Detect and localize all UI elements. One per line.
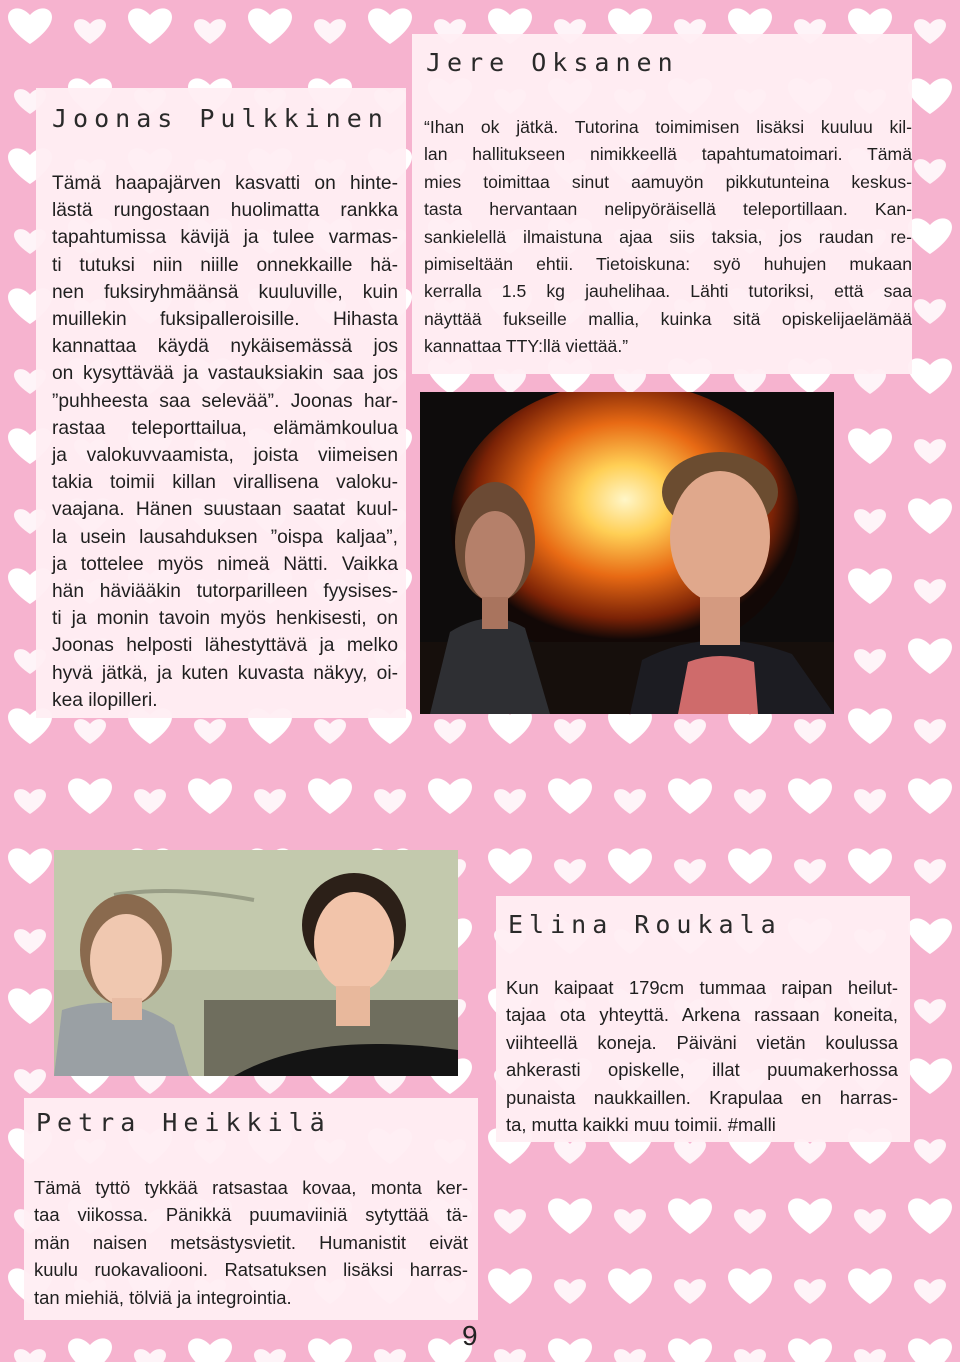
petra-line: taa viikossa. Pänikkä puumaviiniä sytyttää tä- bbox=[34, 1204, 468, 1226]
elina-line: punaista naukkaillen. Krapulaa en harras- bbox=[506, 1086, 898, 1108]
petra-elina-photo bbox=[54, 850, 458, 1076]
joonas-jere-photo bbox=[420, 392, 834, 714]
elina-line: ta, mutta kaikki muu toimii. #malli bbox=[506, 1114, 776, 1136]
joonas-line: la usein lausahduksen ”oispa kaljaa”, bbox=[52, 526, 398, 548]
elina-line: viihteellä koneja. Päiväni vietän koulussa bbox=[506, 1031, 898, 1053]
joonas-line: ja tottelee myös nimeä Nätti. Vaikka bbox=[52, 553, 398, 575]
joonas-name-heading: Joonas Pulkkinen bbox=[52, 104, 389, 133]
joonas-line: kea ilopilleri. bbox=[52, 689, 158, 711]
jere-line: “Ihan ok jätkä. Tutorina toimimisen lisäksi kuuluu kil- bbox=[424, 117, 912, 137]
joonas-line: hyvä jätkä, ja kuten kuvasta näkyy, oi- bbox=[52, 662, 398, 684]
joonas-description bbox=[52, 170, 398, 714]
elina-description bbox=[506, 974, 898, 1138]
joonas-line: hän häviääkin tutorparilleen fyysises- bbox=[52, 581, 398, 603]
joonas-line: rastaa teleporttailua, elämämkoulua bbox=[52, 417, 398, 439]
elina-line: Kun kaipaat 179cm tummaa raipan heilut- bbox=[506, 977, 898, 998]
petra-line: Tämä tyttö tykkää ratsastaa kovaa, monta ker- bbox=[34, 1177, 468, 1198]
joonas-line: Joonas helposti lähestyttävä ja melko bbox=[52, 635, 398, 657]
joonas-line: kannattaa käydä nykäisemässä jos bbox=[52, 336, 398, 358]
petra-line: tan miehiä, tölviä ja integrointia. bbox=[34, 1286, 292, 1308]
joonas-line: ti ja monin tavoin myös henkisesti, on bbox=[52, 608, 398, 630]
jere-line: lan hallitukseen nimikkeellä tapahtumatoimari. Tämä bbox=[424, 144, 912, 165]
women-selfie-illustration bbox=[54, 850, 458, 1076]
jere-line: mies toimittaa sinut aamuyön pikkutunteina keskus- bbox=[424, 171, 912, 192]
elina-line: tajaa ota yhteyttä. Arkena rassaan koneita, bbox=[506, 1004, 898, 1026]
joonas-line: tapahtumissa kävijä ja tulee varmas- bbox=[52, 227, 398, 249]
page-number: 9 bbox=[462, 1320, 478, 1351]
elina-line: ahkerasti opiskelle, illat puumakerhossa bbox=[506, 1059, 898, 1081]
petra-line: män naisen metsästysvietit. Humanistit eivät bbox=[34, 1231, 468, 1253]
petra-description bbox=[34, 1174, 468, 1311]
explosion-photo-illustration bbox=[420, 392, 834, 714]
jere-line: pimiseltään ehtii. Tietoiskuna: syö huhujen mukaan bbox=[424, 254, 912, 275]
joonas-line: ja valokuvvaamista, joista viimeisen bbox=[52, 445, 398, 467]
joonas-line: nen fuksiryhmäänsä kuuluville, kuin bbox=[52, 281, 398, 303]
jere-description bbox=[424, 114, 912, 361]
jere-line: kannattaa TTY:llä viettää.” bbox=[424, 336, 629, 357]
joonas-line: takia toimii killan virallisena valoku- bbox=[52, 472, 398, 494]
jere-name-heading: Jere Oksanen bbox=[426, 48, 679, 77]
joonas-line: ti tutuksi niin niille onnekkaille hä- bbox=[52, 254, 398, 276]
petra-name-heading: Petra Heikkilä bbox=[36, 1108, 331, 1137]
elina-name-heading: Elina Roukala bbox=[508, 910, 782, 939]
jere-line: näyttää fukseille mallia, kuinka sitä opiskelijaelämää bbox=[424, 308, 912, 329]
jere-line: kerralla 1.5 kg jauhelihaa. Lähti tutoriksi, että saa bbox=[424, 281, 912, 302]
joonas-line: Tämä haapajärven kasvatti on hinte- bbox=[52, 173, 398, 194]
joonas-line: muillekin fuksipalleroisille. Hihasta bbox=[52, 309, 398, 331]
joonas-line: lästä rungostaan huolimatta rankka bbox=[52, 200, 398, 222]
jere-line: sankielellä ilmaistuna ajaa siis taksia, jos raudan re- bbox=[424, 226, 912, 247]
joonas-line: ”puhheesta saa selevää”. Joonas har- bbox=[52, 390, 398, 412]
joonas-line: vaajana. Hänen suustaan saatat kuul- bbox=[52, 499, 398, 521]
petra-line: kuulu ruokavaliooni. Ratsatuksen lisäksi harras- bbox=[34, 1259, 468, 1281]
jere-line: tasta hervantaan nelipyöräisellä teleportillaan. Kan- bbox=[424, 199, 912, 220]
joonas-line: on kysyttävää ja vastauksiakin saa jos bbox=[52, 363, 398, 385]
